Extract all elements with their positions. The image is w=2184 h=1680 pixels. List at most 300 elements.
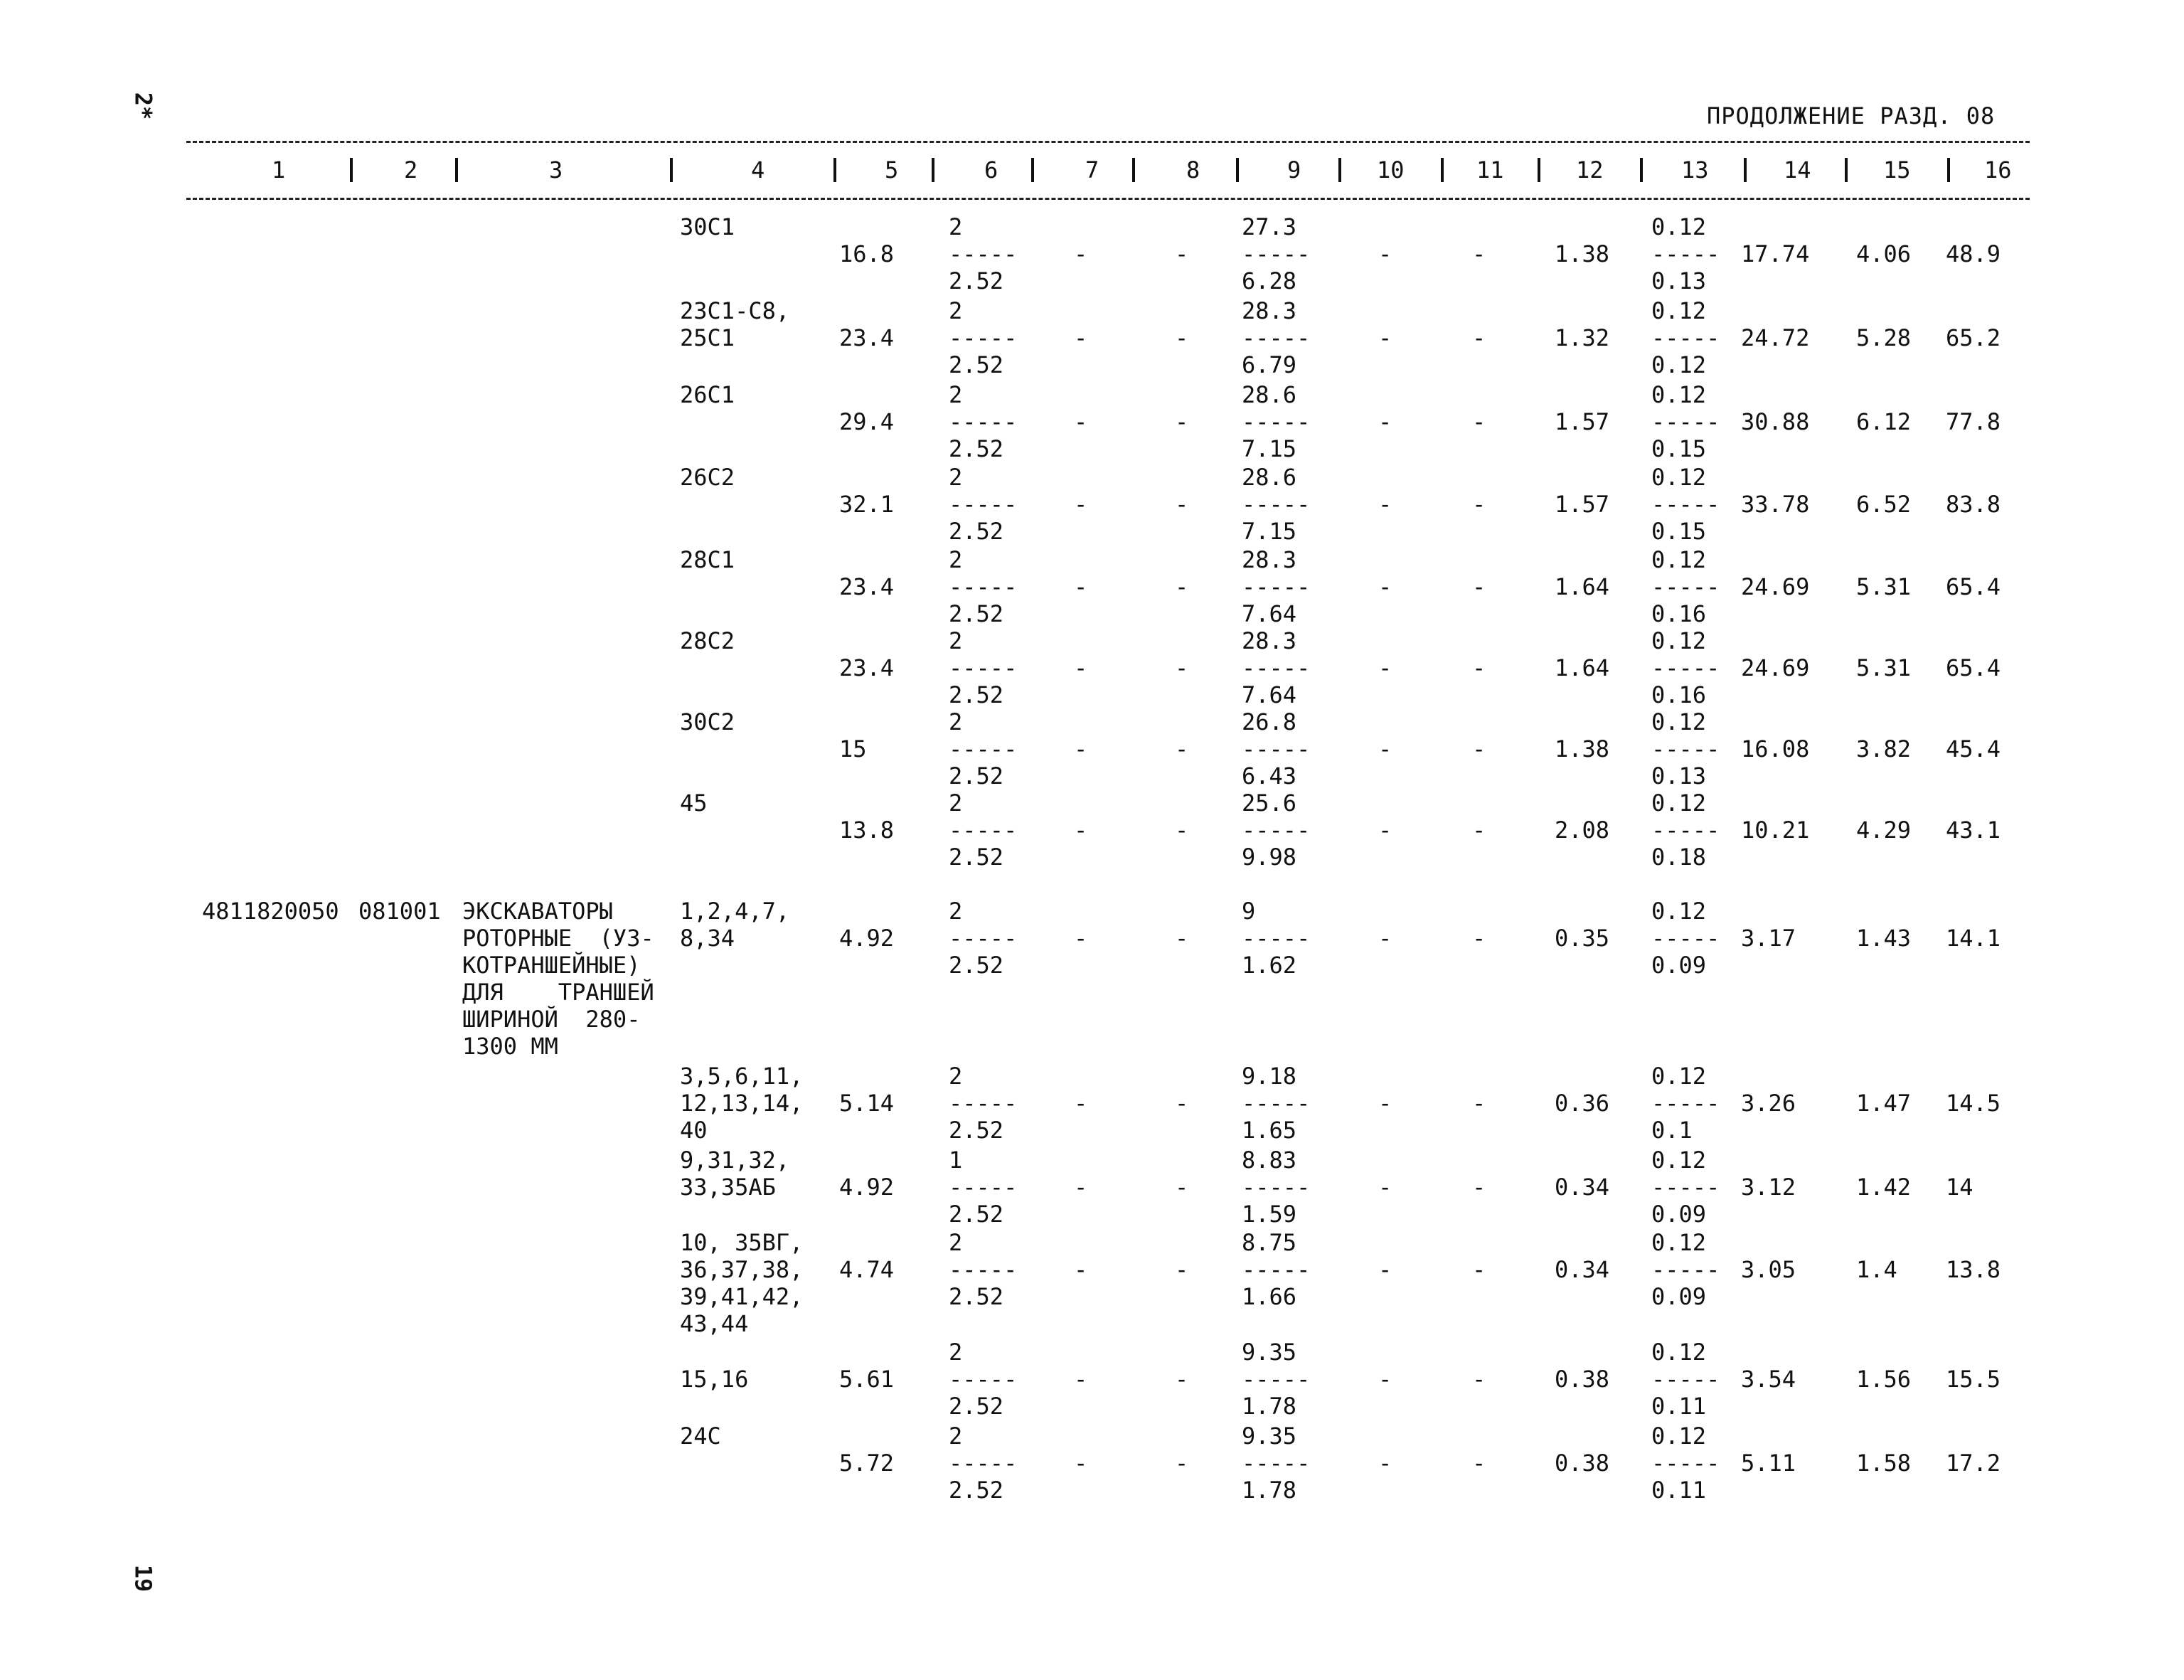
- cell-c15: 5.28: [1856, 324, 1912, 351]
- cell-c9-fraction: 8.83: [1242, 1147, 1297, 1174]
- cell-c9-fraction: 28.6: [1242, 381, 1297, 408]
- cell-c8: -: [1175, 925, 1189, 952]
- row-code-line: 28С2: [680, 627, 735, 654]
- cell-c13-fraction: 0.09: [1651, 1201, 1707, 1228]
- cell-c9-fraction: -----: [1242, 1450, 1311, 1477]
- cell-c9-fraction: -----: [1242, 654, 1311, 681]
- cell-c16: 83.8: [1946, 491, 2001, 518]
- cell-c8: -: [1175, 1090, 1189, 1117]
- cell-c13-fraction: 0.15: [1651, 518, 1707, 545]
- cell-c13-fraction: 0.12: [1651, 464, 1707, 491]
- cell-c13-fraction: 0.12: [1651, 213, 1707, 240]
- cell-c14: 10.21: [1741, 817, 1810, 844]
- cell-c11: -: [1472, 1256, 1486, 1283]
- cell-c7: -: [1074, 240, 1088, 267]
- column-header-3: 3: [549, 156, 563, 184]
- cell-c6-fraction: 1: [949, 1147, 963, 1174]
- cell-c9-fraction: 7.64: [1242, 681, 1297, 708]
- cell-c11: -: [1472, 654, 1486, 681]
- cell-c13-fraction: -----: [1651, 654, 1720, 681]
- item-description-line: 1300 ММ: [462, 1033, 558, 1060]
- cell-c6-fraction: 2.52: [949, 762, 1004, 790]
- column-header-6: 6: [984, 156, 998, 184]
- cell-c9-fraction: 28.3: [1242, 627, 1297, 654]
- cell-c16: 17.2: [1946, 1450, 2001, 1477]
- row-code-line: 30С2: [680, 708, 735, 735]
- cell-c6-fraction: 2.52: [949, 267, 1004, 294]
- row-code-line: 1,2,4,7,: [680, 898, 790, 925]
- cell-c12: 1.64: [1555, 573, 1610, 600]
- cell-c9-fraction: 9.35: [1242, 1339, 1297, 1366]
- item-description-line: ШИРИНОЙ 280-: [462, 1006, 641, 1033]
- item-code-1: 4811820050: [202, 898, 339, 925]
- cell-c5: 13.8: [839, 817, 895, 844]
- cell-c14: 5.11: [1741, 1450, 1796, 1477]
- cell-c9-fraction: 1.78: [1242, 1477, 1297, 1504]
- cell-c6-fraction: 2: [949, 898, 963, 925]
- cell-c5: 23.4: [839, 324, 895, 351]
- cell-c6-fraction: -----: [949, 925, 1018, 952]
- item-description-line: ДЛЯ ТРАНШЕЙ: [462, 979, 654, 1006]
- cell-c13-fraction: 0.18: [1651, 844, 1707, 871]
- cell-c12: 0.35: [1555, 925, 1610, 952]
- cell-c16: 14.1: [1946, 925, 2001, 952]
- column-header-10: 10: [1377, 156, 1405, 184]
- column-header-15: 15: [1883, 156, 1911, 184]
- row-code-line: 26С1: [680, 381, 735, 408]
- column-separator: [350, 158, 353, 182]
- column-header-8: 8: [1186, 156, 1200, 184]
- cell-c13-fraction: 0.12: [1651, 898, 1707, 925]
- cell-c7: -: [1074, 925, 1088, 952]
- cell-c9-fraction: 7.15: [1242, 435, 1297, 462]
- row-code-line: 33,35АБ: [680, 1174, 776, 1201]
- cell-c7: -: [1074, 1366, 1088, 1393]
- cell-c9-fraction: -----: [1242, 1090, 1311, 1117]
- cell-c13-fraction: 0.13: [1651, 762, 1707, 790]
- cell-c8: -: [1175, 240, 1189, 267]
- cell-c11: -: [1472, 1174, 1486, 1201]
- cell-c11: -: [1472, 240, 1486, 267]
- cell-c6-fraction: 2: [949, 381, 963, 408]
- column-header-14: 14: [1784, 156, 1811, 184]
- item-description-line: РОТОРНЫЕ (УЗ-: [462, 925, 654, 952]
- cell-c10: -: [1378, 735, 1392, 762]
- cell-c6-fraction: 2: [949, 708, 963, 735]
- cell-c8: -: [1175, 654, 1189, 681]
- cell-c13-fraction: -----: [1651, 1450, 1720, 1477]
- cell-c10: -: [1378, 573, 1392, 600]
- cell-c13-fraction: 0.12: [1651, 627, 1707, 654]
- cell-c13-fraction: -----: [1651, 1090, 1720, 1117]
- cell-c9-fraction: -----: [1242, 1366, 1311, 1393]
- cell-c13-fraction: 0.12: [1651, 351, 1707, 378]
- cell-c6-fraction: -----: [949, 654, 1018, 681]
- cell-c8: -: [1175, 735, 1189, 762]
- row-code-line: 9,31,32,: [680, 1147, 790, 1174]
- cell-c11: -: [1472, 324, 1486, 351]
- cell-c13-fraction: -----: [1651, 324, 1720, 351]
- cell-c13-fraction: 0.12: [1651, 790, 1707, 817]
- cell-c6-fraction: 2: [949, 790, 963, 817]
- cell-c7: -: [1074, 408, 1088, 435]
- cell-c7: -: [1074, 1090, 1088, 1117]
- cell-c8: -: [1175, 491, 1189, 518]
- cell-c12: 1.38: [1555, 735, 1610, 762]
- row-code-line: 28С1: [680, 546, 735, 573]
- cell-c6-fraction: 2.52: [949, 518, 1004, 545]
- cell-c6-fraction: -----: [949, 240, 1018, 267]
- cell-c9-fraction: 1.78: [1242, 1393, 1297, 1420]
- cell-c6-fraction: -----: [949, 817, 1018, 844]
- cell-c15: 3.82: [1856, 735, 1912, 762]
- cell-c13-fraction: -----: [1651, 240, 1720, 267]
- cell-c16: 65.4: [1946, 654, 2001, 681]
- cell-c14: 3.54: [1741, 1366, 1796, 1393]
- cell-c13-fraction: 0.12: [1651, 1147, 1707, 1174]
- cell-c6-fraction: -----: [949, 735, 1018, 762]
- row-code-line: 36,37,38,: [680, 1256, 804, 1283]
- cell-c14: 16.08: [1741, 735, 1810, 762]
- row-code-line: 24С: [680, 1423, 721, 1450]
- cell-c16: 13.8: [1946, 1256, 2001, 1283]
- cell-c6-fraction: 2: [949, 1229, 963, 1256]
- row-code-line: 40: [680, 1117, 708, 1144]
- cell-c14: 3.12: [1741, 1174, 1796, 1201]
- cell-c6-fraction: -----: [949, 1450, 1018, 1477]
- cell-c6-fraction: 2.52: [949, 1201, 1004, 1228]
- cell-c8: -: [1175, 1256, 1189, 1283]
- column-header-1: 1: [272, 156, 286, 184]
- cell-c11: -: [1472, 408, 1486, 435]
- column-separator: [455, 158, 458, 182]
- row-code-line: 30С1: [680, 213, 735, 240]
- cell-c9-fraction: 25.6: [1242, 790, 1297, 817]
- cell-c9-fraction: 7.64: [1242, 600, 1297, 627]
- cell-c16: 15.5: [1946, 1366, 2001, 1393]
- cell-c13-fraction: 0.11: [1651, 1393, 1707, 1420]
- column-separator: [932, 158, 934, 182]
- row-code-line: 25С1: [680, 324, 735, 351]
- cell-c11: -: [1472, 1450, 1486, 1477]
- cell-c9-fraction: 8.75: [1242, 1229, 1297, 1256]
- column-separator: [833, 158, 836, 182]
- column-header-11: 11: [1476, 156, 1504, 184]
- cell-c10: -: [1378, 654, 1392, 681]
- cell-c5: 16.8: [839, 240, 895, 267]
- cell-c9-fraction: 6.43: [1242, 762, 1297, 790]
- cell-c11: -: [1472, 1366, 1486, 1393]
- cell-c10: -: [1378, 1174, 1392, 1201]
- cell-c6-fraction: -----: [949, 324, 1018, 351]
- cell-c13-fraction: 0.16: [1651, 600, 1707, 627]
- cell-c15: 4.29: [1856, 817, 1912, 844]
- section-heading: ПРОДОЛЖЕНИЕ РАЗД. 08: [1707, 102, 1996, 129]
- cell-c9-fraction: -----: [1242, 240, 1311, 267]
- cell-c12: 0.38: [1555, 1450, 1610, 1477]
- column-separator: [1031, 158, 1034, 182]
- header-rule-top: [186, 141, 2030, 143]
- cell-c10: -: [1378, 491, 1392, 518]
- cell-c13-fraction: 0.09: [1651, 1283, 1707, 1310]
- cell-c10: -: [1378, 1256, 1392, 1283]
- cell-c9-fraction: 6.79: [1242, 351, 1297, 378]
- cell-c10: -: [1378, 1090, 1392, 1117]
- cell-c9-fraction: -----: [1242, 1174, 1311, 1201]
- cell-c15: 5.31: [1856, 573, 1912, 600]
- cell-c13-fraction: 0.11: [1651, 1477, 1707, 1504]
- cell-c6-fraction: -----: [949, 573, 1018, 600]
- cell-c6-fraction: 2: [949, 627, 963, 654]
- cell-c15: 1.58: [1856, 1450, 1912, 1477]
- column-header-13: 13: [1681, 156, 1709, 184]
- cell-c9-fraction: 9.98: [1242, 844, 1297, 871]
- cell-c5: 29.4: [839, 408, 895, 435]
- row-code-line: 3,5,6,11,: [680, 1063, 804, 1090]
- cell-c15: 1.47: [1856, 1090, 1912, 1117]
- cell-c16: 43.1: [1946, 817, 2001, 844]
- cell-c15: 1.42: [1856, 1174, 1912, 1201]
- cell-c6-fraction: 2.52: [949, 952, 1004, 979]
- cell-c14: 24.69: [1741, 573, 1810, 600]
- column-header-5: 5: [885, 156, 899, 184]
- column-header-2: 2: [404, 156, 418, 184]
- cell-c9-fraction: 28.3: [1242, 546, 1297, 573]
- cell-c8: -: [1175, 817, 1189, 844]
- cell-c6-fraction: -----: [949, 1090, 1018, 1117]
- cell-c10: -: [1378, 925, 1392, 952]
- item-code-2: 081001: [358, 898, 441, 925]
- cell-c13-fraction: -----: [1651, 1256, 1720, 1283]
- cell-c13-fraction: 0.13: [1651, 267, 1707, 294]
- column-separator: [1338, 158, 1341, 182]
- cell-c7: -: [1074, 1174, 1088, 1201]
- cell-c15: 5.31: [1856, 654, 1912, 681]
- column-separator: [1744, 158, 1747, 182]
- cell-c9-fraction: -----: [1242, 573, 1311, 600]
- cell-c6-fraction: 2: [949, 464, 963, 491]
- margin-mark: 2*: [129, 92, 157, 120]
- cell-c13-fraction: 0.12: [1651, 1063, 1707, 1090]
- cell-c13-fraction: 0.12: [1651, 297, 1707, 324]
- cell-c5: 4.92: [839, 1174, 895, 1201]
- cell-c6-fraction: 2.52: [949, 1393, 1004, 1420]
- cell-c11: -: [1472, 925, 1486, 952]
- cell-c13-fraction: 0.12: [1651, 1229, 1707, 1256]
- cell-c13-fraction: -----: [1651, 491, 1720, 518]
- cell-c13-fraction: 0.15: [1651, 435, 1707, 462]
- cell-c9-fraction: -----: [1242, 324, 1311, 351]
- cell-c13-fraction: -----: [1651, 817, 1720, 844]
- cell-c15: 4.06: [1856, 240, 1912, 267]
- row-code-line: 45: [680, 790, 708, 817]
- cell-c8: -: [1175, 408, 1189, 435]
- row-code-line: 10, 35ВГ,: [680, 1229, 804, 1256]
- cell-c12: 1.38: [1555, 240, 1610, 267]
- cell-c14: 3.26: [1741, 1090, 1796, 1117]
- cell-c7: -: [1074, 735, 1088, 762]
- cell-c6-fraction: 2.52: [949, 1477, 1004, 1504]
- cell-c9-fraction: 28.3: [1242, 297, 1297, 324]
- cell-c9-fraction: -----: [1242, 1256, 1311, 1283]
- cell-c11: -: [1472, 1090, 1486, 1117]
- cell-c16: 48.9: [1946, 240, 2001, 267]
- cell-c9-fraction: 1.66: [1242, 1283, 1297, 1310]
- cell-c7: -: [1074, 817, 1088, 844]
- cell-c14: 24.69: [1741, 654, 1810, 681]
- column-separator: [1236, 158, 1239, 182]
- cell-c12: 1.57: [1555, 491, 1610, 518]
- row-code-line: 8,34: [680, 925, 735, 952]
- cell-c14: 17.74: [1741, 240, 1810, 267]
- cell-c6-fraction: 2: [949, 546, 963, 573]
- row-code-line: 26С2: [680, 464, 735, 491]
- row-code-line: 43,44: [680, 1310, 749, 1337]
- cell-c10: -: [1378, 817, 1392, 844]
- item-description-line: ЭКСКАВАТОРЫ: [462, 898, 613, 925]
- cell-c9-fraction: 27.3: [1242, 213, 1297, 240]
- cell-c9-fraction: 1.65: [1242, 1117, 1297, 1144]
- cell-c12: 0.36: [1555, 1090, 1610, 1117]
- cell-c10: -: [1378, 1366, 1392, 1393]
- cell-c9-fraction: 26.8: [1242, 708, 1297, 735]
- cell-c5: 5.61: [839, 1366, 895, 1393]
- cell-c13-fraction: -----: [1651, 1174, 1720, 1201]
- cell-c6-fraction: 2: [949, 1339, 963, 1366]
- column-separator: [1845, 158, 1848, 182]
- cell-c13-fraction: 0.09: [1651, 952, 1707, 979]
- cell-c11: -: [1472, 491, 1486, 518]
- cell-c12: 1.57: [1555, 408, 1610, 435]
- cell-c16: 14.5: [1946, 1090, 2001, 1117]
- cell-c5: 32.1: [839, 491, 895, 518]
- cell-c9-fraction: 1.59: [1242, 1201, 1297, 1228]
- cell-c8: -: [1175, 573, 1189, 600]
- cell-c13-fraction: 0.12: [1651, 546, 1707, 573]
- row-code-line: 23С1-С8,: [680, 297, 790, 324]
- item-description-line: КОТРАНШЕЙНЫЕ): [462, 952, 641, 979]
- cell-c5: 5.14: [839, 1090, 895, 1117]
- cell-c6-fraction: 2: [949, 213, 963, 240]
- cell-c13-fraction: 0.16: [1651, 681, 1707, 708]
- cell-c10: -: [1378, 240, 1392, 267]
- column-header-9: 9: [1287, 156, 1301, 184]
- cell-c5: 4.92: [839, 925, 895, 952]
- cell-c7: -: [1074, 573, 1088, 600]
- cell-c7: -: [1074, 654, 1088, 681]
- cell-c16: 45.4: [1946, 735, 2001, 762]
- cell-c7: -: [1074, 491, 1088, 518]
- cell-c12: 1.64: [1555, 654, 1610, 681]
- cell-c9-fraction: 28.6: [1242, 464, 1297, 491]
- cell-c13-fraction: -----: [1651, 573, 1720, 600]
- column-separator: [1132, 158, 1135, 182]
- row-code-line: 39,41,42,: [680, 1283, 804, 1310]
- cell-c7: -: [1074, 324, 1088, 351]
- cell-c15: 1.43: [1856, 925, 1912, 952]
- cell-c6-fraction: 2.52: [949, 844, 1004, 871]
- cell-c13-fraction: -----: [1651, 408, 1720, 435]
- cell-c15: 6.12: [1856, 408, 1912, 435]
- cell-c6-fraction: 2.52: [949, 681, 1004, 708]
- cell-c13-fraction: 0.12: [1651, 708, 1707, 735]
- cell-c6-fraction: 2: [949, 297, 963, 324]
- column-header-12: 12: [1576, 156, 1604, 184]
- cell-c14: 3.17: [1741, 925, 1796, 952]
- cell-c6-fraction: 2.52: [949, 600, 1004, 627]
- cell-c15: 1.4: [1856, 1256, 1897, 1283]
- cell-c16: 65.2: [1946, 324, 2001, 351]
- cell-c9-fraction: 1.62: [1242, 952, 1297, 979]
- cell-c14: 30.88: [1741, 408, 1810, 435]
- cell-c5: 23.4: [839, 654, 895, 681]
- column-separator: [1441, 158, 1444, 182]
- cell-c6-fraction: -----: [949, 491, 1018, 518]
- cell-c14: 3.05: [1741, 1256, 1796, 1283]
- cell-c8: -: [1175, 1366, 1189, 1393]
- cell-c6-fraction: 2.52: [949, 351, 1004, 378]
- cell-c12: 0.34: [1555, 1174, 1610, 1201]
- cell-c10: -: [1378, 1450, 1392, 1477]
- cell-c14: 33.78: [1741, 491, 1810, 518]
- cell-c5: 23.4: [839, 573, 895, 600]
- cell-c13-fraction: 0.12: [1651, 381, 1707, 408]
- cell-c6-fraction: 2.52: [949, 435, 1004, 462]
- cell-c9-fraction: -----: [1242, 735, 1311, 762]
- cell-c10: -: [1378, 408, 1392, 435]
- column-separator: [1538, 158, 1540, 182]
- column-separator: [1640, 158, 1643, 182]
- column-separator: [670, 158, 673, 182]
- cell-c14: 24.72: [1741, 324, 1810, 351]
- cell-c8: -: [1175, 324, 1189, 351]
- cell-c9-fraction: -----: [1242, 491, 1311, 518]
- cell-c6-fraction: -----: [949, 408, 1018, 435]
- cell-c13-fraction: 0.1: [1651, 1117, 1693, 1144]
- cell-c13-fraction: 0.12: [1651, 1423, 1707, 1450]
- column-separator: [1947, 158, 1950, 182]
- cell-c16: 14: [1946, 1174, 1973, 1201]
- cell-c5: 4.74: [839, 1256, 895, 1283]
- cell-c7: -: [1074, 1450, 1088, 1477]
- cell-c15: 1.56: [1856, 1366, 1912, 1393]
- cell-c11: -: [1472, 735, 1486, 762]
- cell-c6-fraction: -----: [949, 1256, 1018, 1283]
- cell-c13-fraction: -----: [1651, 925, 1720, 952]
- cell-c6-fraction: -----: [949, 1174, 1018, 1201]
- cell-c6-fraction: 2: [949, 1063, 963, 1090]
- cell-c12: 2.08: [1555, 817, 1610, 844]
- cell-c8: -: [1175, 1450, 1189, 1477]
- cell-c8: -: [1175, 1174, 1189, 1201]
- column-header-7: 7: [1085, 156, 1099, 184]
- column-header-16: 16: [1984, 156, 2012, 184]
- cell-c13-fraction: 0.12: [1651, 1339, 1707, 1366]
- cell-c9-fraction: 9.18: [1242, 1063, 1297, 1090]
- cell-c5: 15: [839, 735, 867, 762]
- cell-c6-fraction: -----: [949, 1366, 1018, 1393]
- cell-c5: 5.72: [839, 1450, 895, 1477]
- cell-c9-fraction: 9: [1242, 898, 1256, 925]
- row-code-line: 15,16: [680, 1366, 749, 1393]
- cell-c6-fraction: 2: [949, 1423, 963, 1450]
- cell-c16: 77.8: [1946, 408, 2001, 435]
- row-code-line: 12,13,14,: [680, 1090, 804, 1117]
- cell-c7: -: [1074, 1256, 1088, 1283]
- header-rule-bottom: [186, 198, 2030, 200]
- cell-c9-fraction: 9.35: [1242, 1423, 1297, 1450]
- cell-c12: 1.32: [1555, 324, 1610, 351]
